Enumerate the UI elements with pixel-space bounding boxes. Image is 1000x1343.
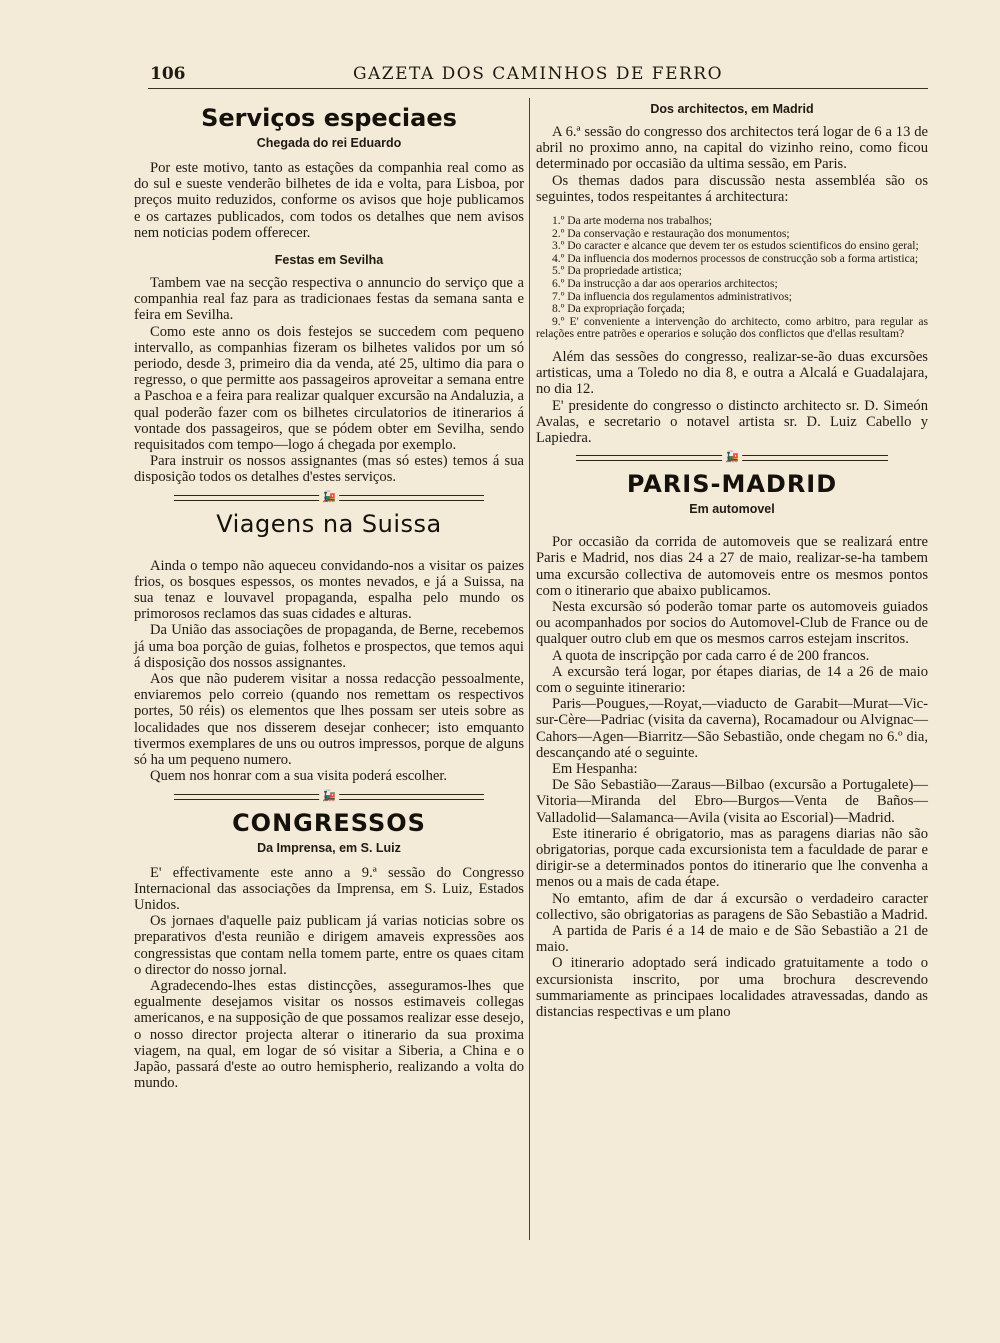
list-item: 3.º Do caracter e alcance que devem ter os estudos scientificos do ensino geral; — [552, 239, 919, 253]
paris-paragraph: Em Hespanha: — [552, 761, 638, 778]
congressos-paragraph: Agradecendo-lhes estas distincções, asseguramos-lhes que egualmente desejamos visitar os nossos estimaveis collegas americanos, e na supposição de que possamos realizar esse desejo, o nosso director projecta alterar o itinerario da sua proxima viagem, na qual, em logar de só visitar a Siberia, a China e o Japão, passará d'este ao outro hemispherio, realizando a volta do mundo. — [134, 977, 524, 1092]
paris-paragraph: Este itinerario é obrigatorio, mas as paragens diarias não são obrigatorias, porque cada excursionista tem a faculdade de parar e dirigir-se a determinados pontos do itinerario que lhe convenha a menos ou a mais de cada étape. — [536, 825, 928, 891]
list-item: 6.º Da instrucção a dar aos operarios architectos; — [552, 276, 778, 290]
paris-paragraph: De São Sebastião—Zaraus—Bilbao (excursão a Portugalete)—Vitoria—Miranda del Ebro—Burgos—Venta de Baños—Valladolid—Salamanca—Avila (visita ao Escorial)—Madrid. — [536, 777, 928, 826]
paris-paragraph: Por occasião da corrida de automoveis que se realizará entre Paris e Madrid, nos dias 24 a 27 de maio, realizar-se-ha tambem uma excursão collectiva de automoveis entre os mesmos pontos com o itinerario que abaixo publicamos. — [536, 534, 928, 599]
festas-paragraph: Como este anno os dois festejos se succedem com pequeno intervallo, as companhias fizeram os bilhetes validos por um só periodo, desde 3, primeiro dia da venda, até 25, ultimo dia para o regresso, o que permitte aos passageiros aproveitar a semana entre a Paschoa e a feira para realizar qualquer excursão na Andaluzia, a qual poderão fazer com os bilhetes circulatorios de itinerarios á vontade dos passageiros, que se pódem obter em Sevilha, sendo requisitados com tempo—logo á chegada por exemplo. — [134, 323, 524, 454]
paris-paragraph: A quota de inscripção por cada carro é de 200 francos. — [552, 647, 870, 664]
train-ornament-icon: 🚂 — [319, 491, 339, 503]
list-item: 1.º Da arte moderna nos trabalhos; — [552, 214, 713, 228]
paris-paragraph: Paris—Pougues,—Royat,—viaducto de Garabit—Murat—Vic-sur-Cère—Padriac (visita da caverna), Rocamadour ou Alvignac—Cahors—Agen—Biarritz—São Sebastião, onde chegam no 6.º dia, descançando até o seguinte. — [536, 696, 928, 761]
viagens-paragraph: Quem nos honrar com a sua visita poderá escolher. — [150, 768, 448, 785]
congressos-title: CONGRESSOS — [232, 808, 426, 837]
viagens-paragraph: Aos que não puderem visitar a nossa redacção pessoalmente, enviaremos pelo correio (quando nos remettam os respectivos portes, 50 réis) os elementos que lhes possam ser uteis sobre as localidades que nos disserem desejar conhecer; isto emquanto tivermos exemplares de uns ou outros impressos, porque de alguns só ha um pequeno numero. — [134, 671, 524, 769]
paris-paragraph: A partida de Paris é a 14 de maio e de São Sebastião a 21 de maio. — [536, 923, 928, 956]
servicos-title: Serviços especiaes — [201, 104, 457, 132]
viagens-paragraph: Ainda o tempo não aqueceu convidando-nos a visitar os paizes frios, os bosques espessos, os montes nevados, e já a Suissa, na sua tenaz e louvavel propaganda, espalha pelo mundo os primorosos reclamos das suas cidades e alturas. — [134, 557, 524, 623]
paris-madrid-subtitle: Em automovel — [689, 502, 775, 517]
train-ornament-icon: 🚂 — [319, 790, 339, 802]
paris-madrid-title: PARIS-MADRID — [626, 470, 838, 499]
servicos-subtitle: Chegada do rei Eduardo — [256, 136, 402, 150]
architectos-paragraph: Além das sessões do congresso, realizar-se-ão duas excursões artisticas, uma a Toledo no dia 8, e outra a Alcalá e Guadalajara, no dia 12. — [536, 348, 928, 398]
section-divider — [576, 452, 888, 464]
congressos-paragraph: E' effectivamente este anno a 9.ª sessão do Congresso Internacional das associações da Imprensa, em S. Luiz, Estados Unidos. — [134, 864, 524, 913]
list-item: 4.º Da influencia dos modernos processos de construcção sob a forma artistica; — [552, 251, 919, 265]
festas-paragraph: Tambem vae na secção respectiva o annuncio do serviço que a companhia real faz para as tradicionaes festas da semana santa e feira em Sevilha. — [134, 275, 524, 324]
architectos-paragraph: E' presidente do congresso o distincto architecto sr. D. Simeón Avalas, e secretario o notavel artista sr. D. Luiz Cabello y Lapiedra. — [536, 397, 928, 446]
train-ornament-icon: 🚂 — [722, 451, 742, 463]
paris-paragraph: Nesta excursão só poderão tomar parte os automoveis guiados ou acompanhados por socios do Automovel-Club de France ou de qualquer outro club em que os mesmos carros estejam inscritos. — [536, 598, 928, 648]
left-column — [134, 98, 524, 1091]
themes-list — [536, 215, 928, 341]
festas-heading: Festas em Sevilha — [274, 253, 384, 268]
congressos-paragraph: Os jornaes d'aquelle paiz publicam já varias noticias sobre os preparativos d'esta reunião e dirigem amaveis expressões aos congressistas que contam nella tomem parte, entre os quaes citam o director do nosso jornal. — [134, 913, 524, 978]
section-divider — [174, 788, 484, 803]
list-item: 7.º Da influencia dos regulamentos administrativos; — [552, 289, 792, 303]
festas-paragraph: Para instruir os nossos assignantes (mas só estes) temos á sua disposição todos os detalhes d'estes serviços. — [134, 453, 524, 486]
list-item: 2.º Da conservação e restauração dos monumentos; — [552, 226, 790, 240]
list-item: 5.º Da propriedade artistica; — [552, 264, 682, 278]
list-item: 8.º Da expropriação forçada; — [552, 302, 685, 316]
column-rule — [529, 98, 530, 1240]
architectos-heading: Dos architectos, em Madrid — [650, 102, 814, 116]
architectos-paragraph: Os themas dados para discussão nesta assembléa são os seguintes, todos respeitantes á architectura: — [536, 172, 928, 205]
page-number: 106 — [150, 64, 186, 84]
paris-paragraph: O itinerario adoptado será indicado gratuitamente a todo o excursionista inscrito, por uma brochura descrevendo summariamente as principaes localidades atravessadas, dando as distancias respectivas e um plano — [536, 955, 928, 1021]
architectos-paragraph: A 6.ª sessão do congresso dos architectos terá logar de 6 a 13 de abril no proximo anno, na capital do vizinho reino, como ficou determinado por occasião da ultima sessão, em Paris. — [536, 124, 928, 173]
servicos-paragraph: Por este motivo, tanto as estações da companhia real como as do sul e sueste venderão bilhetes de ida e volta, para Lisboa, por preços muito reduzidos, conforme os avisos que hoje publicamos e os cartazes publicados, com todos os detalhes que nem avisos nem noticias podem offerecer. — [134, 160, 524, 241]
viagens-paragraph: Da União das associações de propaganda, de Berne, recebemos já uma boa porção de guias, folhetos e prospectos, que temos aqui á disposição dos nossos assignantes. — [134, 622, 524, 671]
viagens-title: Viagens na Suissa — [216, 509, 442, 538]
section-divider — [174, 489, 484, 504]
gazette-title: GAZETA DOS CAMINHOS DE FERRO — [352, 64, 724, 84]
congressos-subtitle: Da Imprensa, em S. Luiz — [257, 840, 401, 855]
running-head — [148, 62, 928, 89]
right-column — [536, 98, 928, 1020]
list-item: 9.º E' conveniente a intervenção do architecto, como arbitro, para regular as relações entre patrões e operarios e solução dos conflictos que d'ellas resultam? — [536, 314, 928, 341]
paris-paragraph: A excursão terá logar, por étapes diarias, de 14 a 26 de maio com o seguinte itinerario: — [536, 663, 928, 696]
paris-paragraph: No emtanto, afim de dar á excursão o verdadeiro caracter collectivo, são obrigatorias as paragens de São Sebastião a Madrid. — [536, 890, 928, 923]
